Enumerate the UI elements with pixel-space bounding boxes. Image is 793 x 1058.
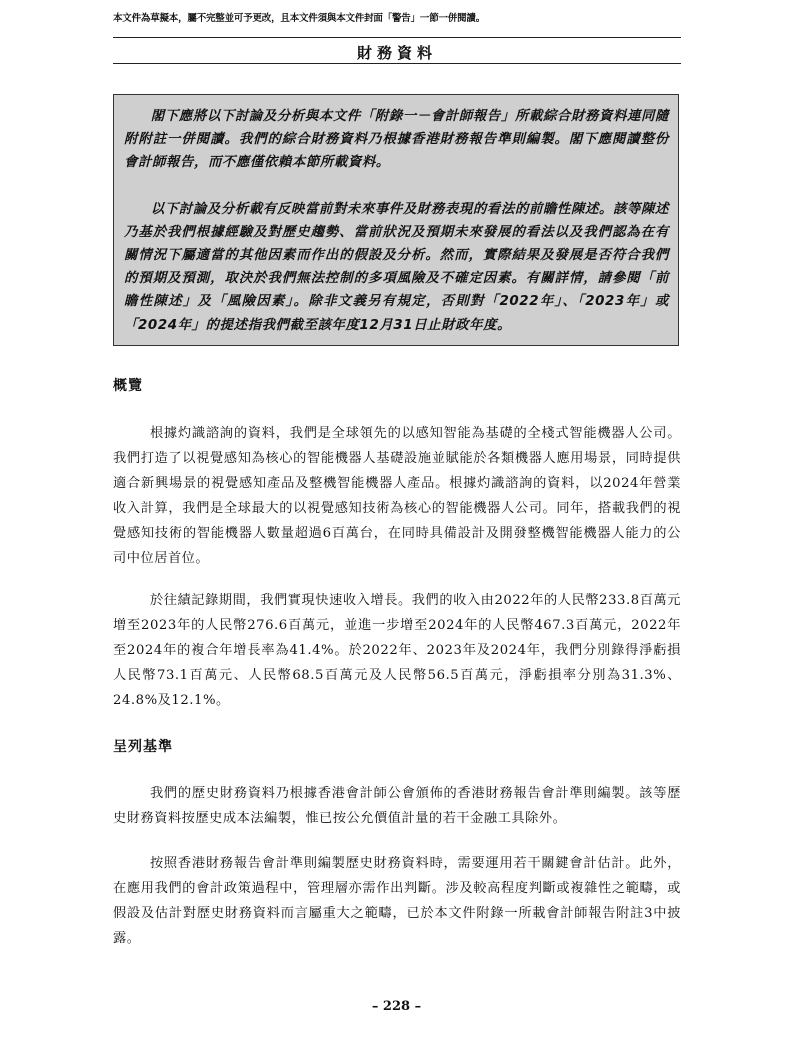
overview-paragraph-2: 於往績記錄期間，我們實現快速收入增長。我們的收入由2022年的人民幣233.8百萬元增至2023年的人民幣276.6百萬元，並進一步增至2024年的人民幣467.3百萬元，2022年至2024年的複合年增長率為41.4%。於2022年、2023年及2024年，我們分別錄得淨虧損人民幣73.1百萬元、人民幣68.5百萬元及人民幣56.5百萬元，淨虧損率分別為31.3%、24.8%及12.1%。 <box>113 593 681 708</box>
page-number: – 228 – <box>371 999 422 1014</box>
title-rule <box>113 63 681 64</box>
notice-paragraph-2: 以下討論及分析載有反映當前對未來事件及財務表現的看法的前瞻性陳述。該等陳述乃基於我們根據經驗及對歷史趨勢、當前狀況及預期未來發展的看法以及我們認為在有關情況下屬適當的其他因素而作出的假設及分析。然而，實際結果及發展是否符合我們的預期及預測，取決於我們無法控制的多項風險及不確定因素。有關詳情，請參閱「前瞻性陳述」及「風險因素」。除非文義另有規定，否則對「2022年」、「2023年」或「2024年」的提述指我們截至該年度12月31日止財政年度。 <box>124 201 669 333</box>
overview-paragraph-1: 根據灼識諮詢的資料，我們是全球領先的以感知智能為基礎的全棧式智能機器人公司。我們打造了以視覺感知為核心的智能機器人基礎設施並賦能於各類機器人應用場景，同時提供適合新興場景的視覺感知產品及整機智能機器人產品。根據灼識諮詢的資料，以2024年營業收入計算，我們是全球最大的以視覺感知技術為核心的智能機器人公司。同年，搭載我們的視覺感知技術的智能機器人數量超過6百萬台，在同時具備設計及開發整機智能機器人能力的公司中位居首位。 <box>113 426 681 566</box>
header-rule <box>113 37 681 38</box>
forward-looking-notice-box <box>113 94 679 346</box>
basis-paragraph-1: 我們的歷史財務資料乃根據香港會計師公會頒佈的香港財務報告會計準則編製。該等歷史財務資料按歷史成本法編製，惟已按公允價值計量的若干金融工具除外。 <box>113 786 681 826</box>
notice-paragraph-1: 閣下應將以下討論及分析與本文件「附錄一－會計師報告」所載綜合財務資料連同隨附附註一併閱讀。我們的綜合財務資料乃根據香港財務報告準則編製。閣下應閱讀整份會計師報告，而不應僅依賴本節所載資料。 <box>124 109 669 171</box>
section-title: 財務資料 <box>356 44 437 62</box>
basis-paragraph-2: 按照香港財務報告會計準則編製歷史財務資料時，需要運用若干關鍵會計估計。此外，在應用我們的會計政策過程中，管理層亦需作出判斷。涉及較高程度判斷或複雜性之範疇，或假設及估計對歷史財務資料而言屬重大之範疇，已於本文件附錄一所載會計師報告附註3中披露。 <box>113 856 681 946</box>
overview-heading: 概覽 <box>113 378 143 394</box>
draft-warning-header: 本文件為草擬本，屬不完整並可予更改，且本文件須與本文件封面「警告」一節一併閱讀。 <box>113 13 486 24</box>
basis-heading: 呈列基準 <box>113 739 173 755</box>
